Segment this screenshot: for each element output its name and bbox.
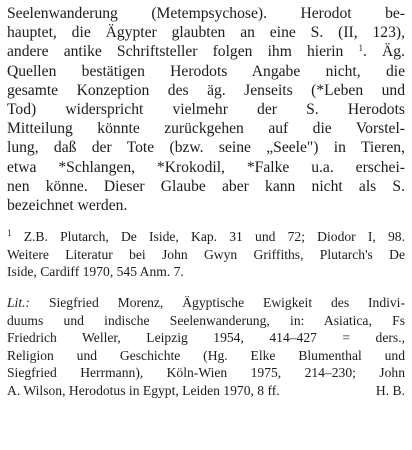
literature-section (7, 294, 405, 400)
literature-line-3: Friedrich Weller, Leipzig 1954, 414–427 = ders., (7, 330, 405, 346)
entry-line-3-text: andere antike Schriftsteller folgen ihm hierin (7, 43, 344, 61)
footnote-reference: 1 (358, 43, 363, 54)
entry-line-11: bezeichnet werden. (7, 197, 128, 215)
entry-body (7, 4, 405, 215)
entry-line-6: Tod) widerspricht vielmehr der S. Herodots (7, 101, 405, 119)
entry-line-2: hauptet, die Ägypter glaubten an eine S. (II, 123), (7, 24, 405, 42)
footnote-line-2: Weitere Literatur bei John Gwyn Griffiths, Plutarch's De (7, 246, 405, 262)
entry-line-7: Mitteilung könnte zurückgehen auf die Vorstel- (7, 120, 405, 138)
encyclopedia-entry (7, 4, 405, 400)
literature-label: Lit.: (7, 295, 31, 311)
author-signature: H. B. (375, 382, 405, 398)
literature-line-4: Religion und Geschichte (Hg. Elke Blumenthal und (7, 347, 405, 363)
literature-line-6-text: A. Wilson, Herodotus in Egypt, Leiden 1970, 8 ff. (7, 382, 280, 398)
footnote-line-3: Iside, Cardiff 1970, 545 Anm. 7. (7, 264, 184, 280)
footnote-line-1 (7, 228, 405, 246)
footnote-marker: 1 (7, 228, 12, 239)
entry-line-3 (7, 42, 405, 61)
entry-line-9: etwa *Schlangen, *Krokodil, *Falke u.a. erschei- (7, 158, 405, 176)
entry-line-3-tail: . Äg. (363, 43, 405, 61)
entry-line-1: Seelenwanderung (Metempsychose). Herodot be- (7, 5, 405, 22)
literature-line-2: duums und indische Seelenwanderung, in: Asiatica, Fs (7, 312, 405, 328)
entry-line-5: gesamte Konzeption des äg. Jenseits (*Leben und (7, 81, 405, 99)
literature-line-5: Siegfried Herrmann), Köln-Wien 1975, 214–230; John (7, 365, 405, 381)
entry-line-8: lung, daß der Tote (bzw. seine „Seele") in Tieren, (7, 139, 405, 157)
entry-line-4: Quellen bestätigen Herodots Angabe nicht, die (7, 62, 405, 80)
footnote-line-1-text: Z.B. Plutarch, De Iside, Kap. 31 und 72; Diodor I, 98. (23, 229, 405, 245)
footnote (7, 228, 405, 281)
literature-line-6 (7, 382, 405, 400)
literature-line-1-text: Siegfried Morenz, Ägyptische Ewigkeit des Indivi- (48, 295, 405, 311)
entry-line-10: nen könne. Dieser Glaube aber kann nicht als S. (7, 177, 405, 195)
literature-line-1 (7, 294, 405, 312)
